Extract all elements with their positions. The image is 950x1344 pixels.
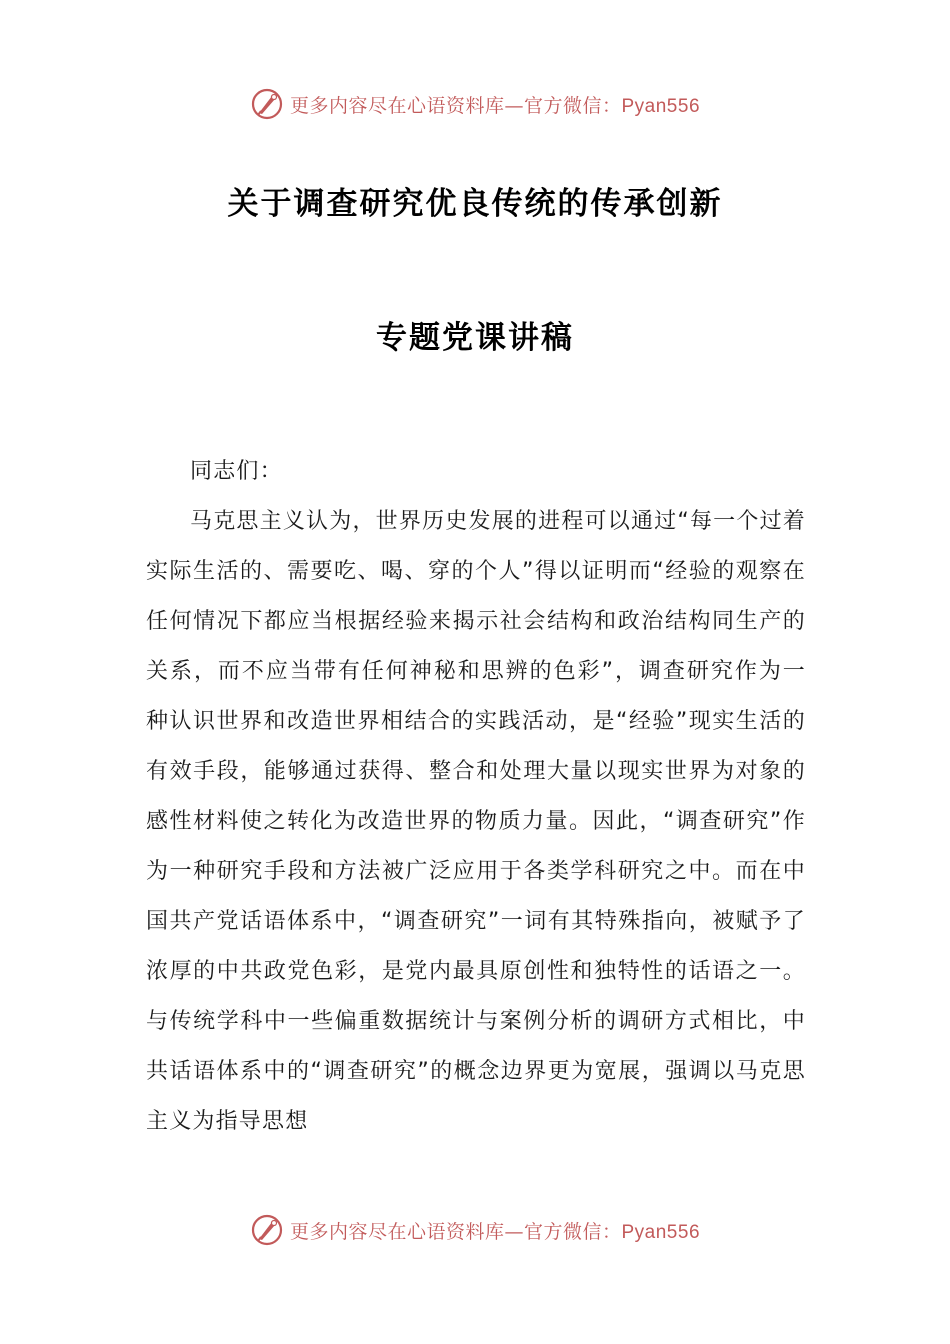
paragraph: 马克思主义认为，世界历史发展的进程可以通过“每一个过着实际生活的、需要吃、喝、穿的个人”得以证明而“经验的观察在任何情况下都应当根据经验来揭示社会结构和政治结构同生产的关系，而不应当带有任何神秘和思辨的色彩”，调查研究作为一种认识世界和改造世界相结合的实践活动，是“经验”现实生活的有效手段，能够通过获得、整合和处理大量以现实世界为对象的感性材料使之转化为改造世界的物质力量。因此，“调查研究”作为一种研究手段和方法被广泛应用于各类学科研究之中。而在中国共产党话语体系中，“调查研究”一词有其特殊指向，被赋予了浓厚的中共政党色彩，是党内最具原创性和独特性的话语之一。与传统学科中一些偏重数据统计与案例分析的调研方式相比，中共话语体系中的“调查研究”的概念边界更为宽展，强调以马克思主义为指导思想: [146, 509, 806, 1134]
footer-watermark: [0, 1210, 950, 1250]
document-body: [146, 447, 806, 1147]
document-title: 关于调查研究优良传统的传承创新: [227, 186, 723, 222]
header-watermark: [0, 84, 950, 124]
quill-logo-icon: [250, 1213, 284, 1247]
watermark-text: 更多内容尽在心语资料库—官方微信：Pyan556: [289, 1220, 701, 1243]
quill-logo-icon: [250, 87, 284, 121]
watermark-text: 更多内容尽在心语资料库—官方微信：Pyan556: [289, 94, 701, 117]
document-subtitle: 专题党课讲稿: [376, 320, 574, 356]
salutation: 同志们：: [190, 459, 283, 484]
